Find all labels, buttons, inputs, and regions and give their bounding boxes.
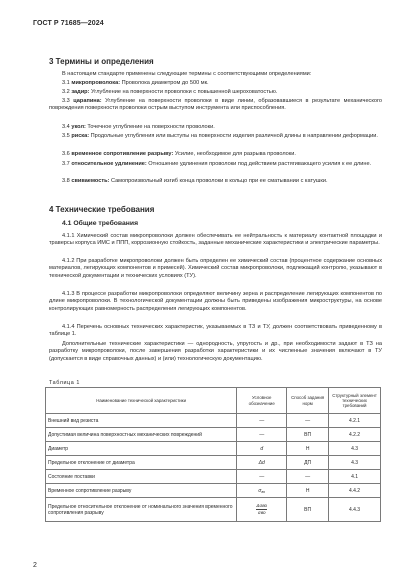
- header-element: Структурный элемент технических требований: [329, 388, 381, 414]
- table-row: Внешний вид резиста — — 4.2.1: [46, 414, 381, 428]
- paragraph-4-1-1: 4.1.1 Химический состав микропроволоки должен обеспечивать ее нейтральность к материалу контактной площадки и траверсы корпуса ИМС и ППП, коррозионную стойкость, заданные механические характеристики и электрические параметры.: [49, 233, 382, 247]
- table-row: Предельное отклонение от диаметра Δd ДП 4.3: [46, 456, 381, 470]
- section-3-title: 3 Термины и определения: [49, 57, 154, 66]
- page-number: 2: [33, 562, 37, 569]
- table-header-row: [46, 388, 381, 414]
- header-method: Способ задания норм: [287, 388, 329, 414]
- term-3-4: 3.4 укол: Точечное углубление на поверхности проволоки.: [62, 124, 215, 130]
- term-3-3: 3.3 царапина: Углубление на поверхности проволоки в виде линии, образовавшиеся в результате механического повреждения поверхности проволоки острым выступом инструмента или приспособления.: [49, 98, 383, 112]
- section-4-1-title: 4.1 Общие требования: [62, 220, 139, 227]
- table-caption: Таблица 1: [49, 380, 81, 386]
- paragraph-4-1-4: 4.1.4 Перечень основных технических характеристик, указываемых в ТЗ и ТУ, должен соответствовать приведенному в таблице 1.: [49, 324, 382, 338]
- document-code: ГОСТ Р 71685—2024: [33, 20, 104, 27]
- table-row: Предельное относительное отклонение от номинального значения временного сопротивления разрыву $\frac{\text{Δσво}}{\text{σво}}$ ВП 4.4.3: [46, 498, 381, 522]
- term-3-6: 3.6 временное сопротивление разрыву: Усилие, необходимое для разрыва проволоки.: [62, 151, 296, 157]
- paragraph-4-1-3: 4.1.3 В процессе разработки микропроволоки определяют величину зерна и распределение легирующих компонентов по длине микропроволоки. В технологической документации должны быть приведены изображения микроструктуры, на основе контролирующих равномерность распределения легирующих компонентов.: [49, 291, 382, 312]
- paragraph-4-1-2: 4.1.2 При разработке микропроволоки должен быть определен ее химический состав (процентное содержание основных материалов, легирующих компонентов и примесей). Химический состав микропроволоки, подлежащий контролю, указывают в технической документации и технических условиях (ТУ).: [49, 258, 382, 279]
- header-characteristic: Наименование технической характеристики: [46, 388, 237, 414]
- table-row: Временное сопротивление разрыву $\sigma_{во}$ Н 4.4.2: [46, 484, 381, 498]
- table-row: Состояние поставки — — 4.1: [46, 470, 381, 484]
- section-3-intro: В настоящем стандарте применены следующие термины с соответствующими определениями:: [62, 71, 312, 77]
- term-3-7: 3.7 относительное удлинение: Отношение удлинения проволоки под действием растягивающего усилия к ее длине.: [62, 161, 372, 167]
- table-row: Допустимая величина поверхностных механических повреждений — ВП 4.2.2: [46, 428, 381, 442]
- term-3-8: 3.8 свиваемость: Самопроизвольный изгиб конца проволоки в кольцо при ее сматывании с катушки.: [62, 178, 328, 184]
- section-4-title: 4 Технические требования: [49, 205, 155, 214]
- paragraph-additional: Дополнительные технические характеристики — однородность, упругость и др., при необходимости задают в ТЗ на разработку микропроволоки, после завершения разработки характеристики и их численные значения включают в ТУ (допускается в виде справочных данных) и (или) технологическую документацию.: [49, 341, 382, 362]
- table-row: Диаметр d Н 4.3: [46, 442, 381, 456]
- header-symbol: Условное обозначение: [237, 388, 287, 414]
- term-3-2: 3.2 задир: Углубление на поверхности проволоки с повышенной шероховатостью.: [62, 89, 278, 95]
- requirements-table: [45, 387, 381, 522]
- term-3-1: 3.1 микропроволока: Проволока диаметром до 500 мк.: [62, 80, 209, 86]
- fraction-symbol: $\frac{\text{Δσво}}{\text{σво}}$: [256, 503, 268, 515]
- term-3-5: 3.5 риска: Продольные углубления или выступы на поверхности изделия различной длины в направлении деформации.: [62, 133, 378, 139]
